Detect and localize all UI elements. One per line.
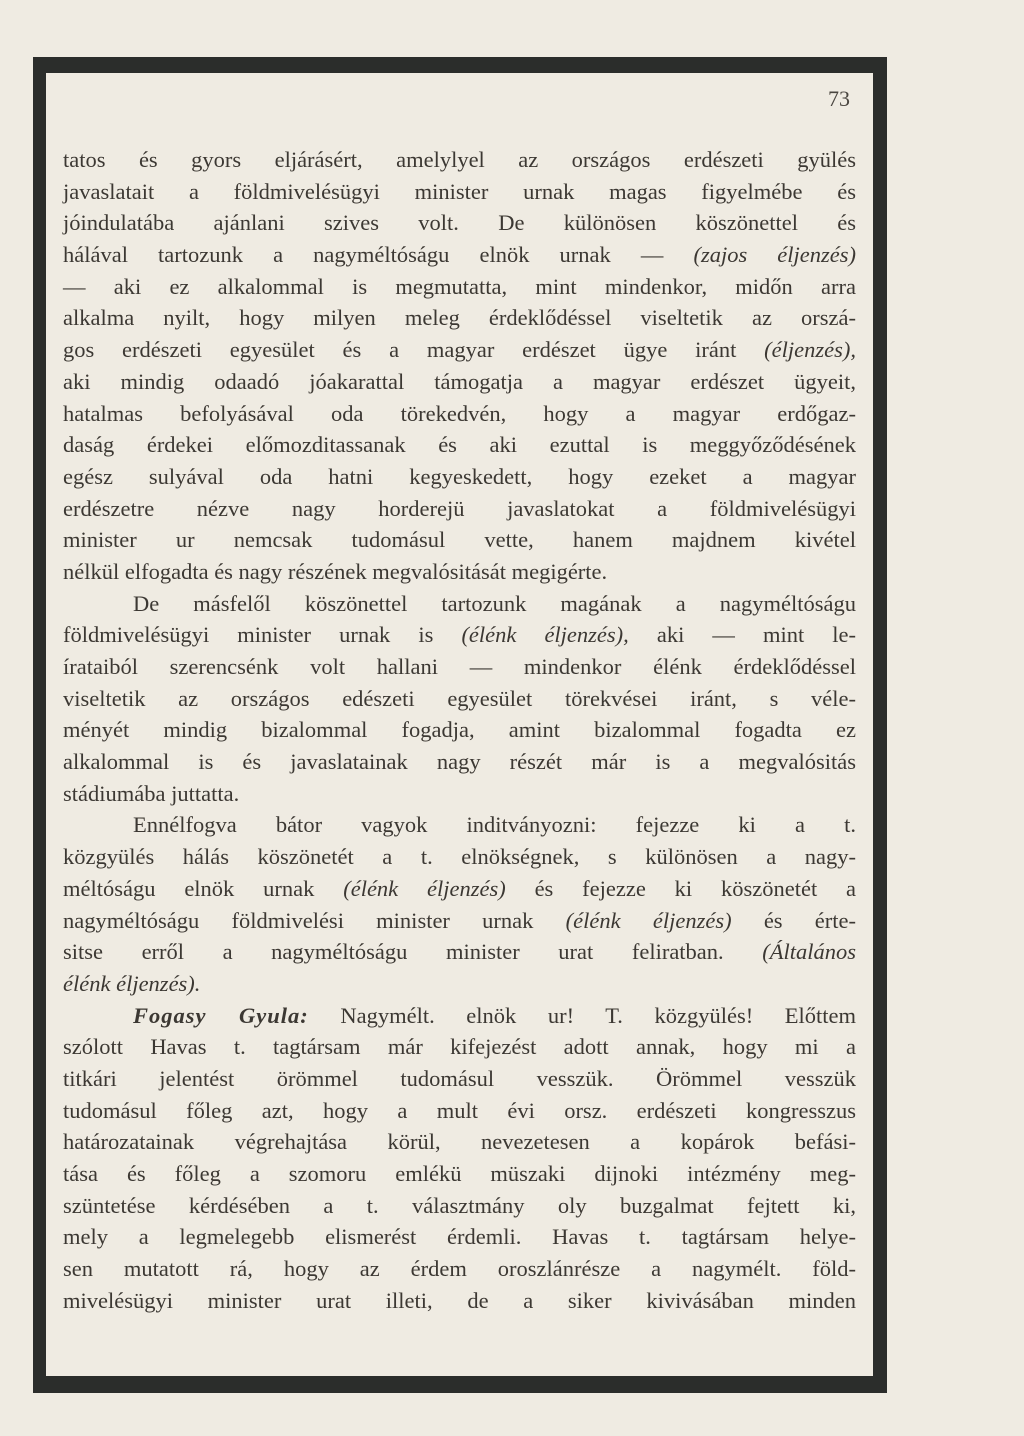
text-line: titkári jelentést örömmel tudomásul vesszük. Örömmel vesszük — [63, 1065, 856, 1091]
text-segment: és fejezze ki köszönetét a — [505, 875, 857, 901]
text-line — [63, 968, 856, 1000]
text-line: határozatainak végrehajtása körül, nevezetesen a kopárok befási- — [63, 1129, 856, 1155]
text-segment: aki — mint le- — [628, 622, 856, 648]
text-line: mely a legmelegebb elismerést érdemli. Havas t. tagtársam helye- — [63, 1224, 856, 1250]
text-line — [63, 905, 856, 937]
text-line — [63, 619, 856, 651]
text-segment: földmivelésügyi minister urnak is — [63, 622, 434, 648]
applause-note: (élénk éljenzés) — [565, 907, 732, 933]
text-line: egész sulyával oda hatni kegyeskedett, hogy ezeket a magyar — [63, 463, 856, 489]
text-line: közgyülés hálás köszönetét a t. elnökségnek, s különösen a nagy- — [63, 844, 856, 870]
applause-note: (élénk éljenzés) — [343, 875, 506, 901]
applause-note: (éljenzés), — [764, 337, 856, 363]
applause-note: (élénk éljenzés), — [461, 622, 629, 648]
text-line: viseltetik az országos edészeti egyesület törekvései iránt, s véle- — [63, 685, 856, 711]
text-line: tása és főleg a szomoru emlékü müszaki dijnoki intézmény meg- — [63, 1161, 856, 1186]
text-line: minister ur nemcsak tudomásul vette, hanem majdnem kivétel — [63, 527, 856, 553]
text-line: javaslatait a földmivelésügyi minister urnak magas figyelmébe és — [63, 178, 856, 204]
text-segment: Nagymélt. elnök ur! T. közgyülés! Előttem — [308, 1002, 856, 1028]
text-line: Ennélfogva bátor vagyok inditványozni: fejezze ki a t. — [133, 812, 856, 838]
page-border-right — [873, 57, 887, 1393]
page-border-left — [33, 57, 46, 1393]
page-number: 73 — [828, 86, 850, 111]
text-line: — aki ez alkalommal is megmutatta, mint mindenkor, midőn arra — [63, 273, 856, 299]
body-text — [63, 144, 856, 1316]
text-line: mivelésügyi minister urat illeti, de a siker kivivásában minden — [63, 1287, 856, 1313]
text-line — [63, 873, 856, 905]
page-border-top — [33, 57, 887, 73]
text-line: szüntetése kérdésében a t. választmány oly buzgalmat fejtett ki, — [63, 1192, 856, 1218]
speaker-name: Fogasy Gyula: — [133, 1002, 309, 1028]
text-line: szólott Havas t. tagtársam már kifejezést adott annak, hogy mi a — [63, 1034, 856, 1060]
text-line: nélkül elfogadta és nagy részének megvalósitását megigérte. — [63, 558, 608, 584]
text-line: hatalmas befolyásával oda törekedvén, hogy a magyar erdőgaz- — [63, 400, 856, 426]
text-line: írataiból szerencsénk volt hallani — mindenkor élénk érdeklődéssel — [63, 654, 856, 679]
text-segment: sitse erről a nagyméltóságu minister urat feliratban. — [63, 939, 724, 965]
applause-note: (zajos éljenzés) — [693, 242, 857, 268]
text-line — [63, 334, 856, 366]
text-line: tatos és gyors eljárásért, amelylyel az országos erdészeti gyülés — [63, 147, 856, 172]
text-line — [63, 239, 856, 271]
text-line: erdészetre nézve nagy horderejü javaslatokat a földmivelésügyi — [63, 495, 856, 521]
text-line: alkalommal is és javaslatainak nagy részét már is a megvalósitás — [63, 749, 856, 775]
text-line: tudomásul főleg azt, hogy a mult évi orsz. erdészeti kongresszus — [63, 1097, 856, 1123]
text-line: daság érdekei előmozditassanak és aki ezuttal is meggyőződésének — [63, 432, 856, 458]
text-segment: nagyméltóságu földmivelési minister urnak — [63, 907, 534, 933]
page-border-bottom — [33, 1376, 887, 1393]
text-line — [63, 936, 856, 968]
text-segment: hálával tartozunk a nagyméltóságu elnök urnak — — [63, 242, 664, 268]
text-line — [63, 1000, 856, 1032]
applause-note: élénk éljenzés). — [63, 970, 201, 996]
text-line: aki mindig odaadó jóakarattal támogatja a magyar erdészet ügyeit, — [63, 368, 856, 394]
text-segment: méltóságu elnök urnak — [63, 875, 315, 901]
text-line: ményét mindig bizalommal fogadja, amint bizalommal fogadta ez — [63, 717, 856, 743]
applause-note: (Általános — [762, 939, 856, 965]
text-segment: gos erdészeti egyesület és a magyar erdészet ügye iránt — [63, 337, 737, 363]
text-line: sen mutatott rá, hogy az érdem oroszlánrésze a nagymélt. föld- — [63, 1256, 856, 1282]
text-line: stádiumába juttatta. — [63, 780, 240, 806]
text-segment: és érte- — [731, 907, 857, 933]
text-line: alkalma nyilt, hogy milyen meleg érdeklődéssel viseltetik az orszá- — [63, 305, 856, 331]
text-line: De másfelől köszönettel tartozunk magának a nagyméltóságu — [133, 590, 856, 616]
text-line: jóindulatába ajánlani szives volt. De különösen köszönettel és — [63, 210, 856, 236]
